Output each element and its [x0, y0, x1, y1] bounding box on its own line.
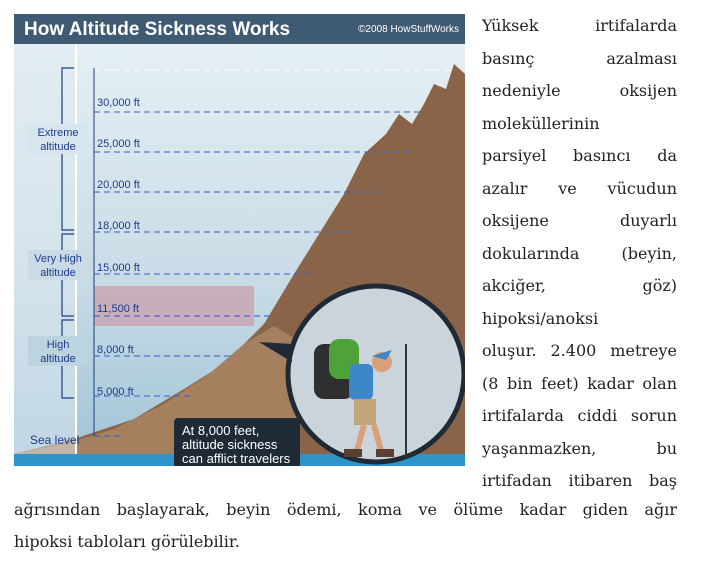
band-extreme-2: altitude [40, 141, 76, 153]
figure-title: How Altitude Sickness Works [24, 19, 291, 40]
paragraph-line: basınç azalması [482, 48, 677, 68]
band-very-high-1: Very High [34, 253, 82, 265]
band-high-1: High [46, 339, 70, 351]
paragraph-line: irtifadan itibaren baş [482, 471, 677, 490]
paragraph-line: ağrısından başlayarak, beyin ödemi, koma ve ölüme kadar giden ağır [14, 500, 677, 519]
paragraph-line: moleküllerinin [482, 113, 600, 133]
alt-20000: 20,000 ft [97, 179, 140, 191]
callout-line-2: altitude sickness [182, 437, 278, 452]
alt-25000: 25,000 ft [97, 138, 140, 150]
alt-8000: 8,000 ft [97, 344, 134, 356]
paragraph-line: (8 bin feet) kadar olan [482, 373, 677, 393]
paragraph-line: irtifalarda ciddi sorun [482, 406, 677, 425]
paragraph-line: nedeniyle oksijen [482, 81, 677, 100]
altitude-diagram [14, 44, 465, 466]
figure-copyright: ©2008 HowStuffWorks [358, 24, 459, 35]
alt-18000: 18,000 ft [97, 220, 140, 232]
article-paragraph-continuation [14, 494, 677, 558]
paragraph-line: oluşur. 2.400 metreye [482, 341, 677, 360]
callout-line-1: At 8,000 feet, [182, 423, 260, 438]
paragraph-line: Yüksek irtifalarda [482, 16, 677, 35]
paragraph-line: hipoksi/anoksi [482, 308, 599, 328]
band-very-high-2: altitude [40, 267, 76, 279]
band-high-2: altitude [40, 353, 76, 365]
alt-11500: 11,500 ft [97, 303, 139, 315]
alt-15000: 15,000 ft [97, 262, 140, 274]
figure-header [14, 14, 465, 44]
sea-level-label: Sea level [30, 433, 80, 447]
article-paragraph [482, 10, 677, 498]
band-extreme-1: Extreme [37, 127, 79, 139]
paragraph-line: parsiyel basıncı da [482, 146, 677, 165]
alt-5000: 5,000 ft [97, 386, 134, 398]
paragraph-line: azalır ve vücudun [482, 178, 677, 198]
altitude-sickness-figure [14, 14, 465, 466]
paragraph-line: yaşanmazken, bu [482, 438, 677, 458]
alt-30000: 30,000 ft [97, 97, 140, 109]
paragraph-line: akciğer, göz) [482, 276, 677, 295]
callout-line-3: can afflict travelers [182, 451, 291, 466]
paragraph-line: oksijene duyarlı [482, 211, 677, 230]
paragraph-line: dokularında (beyin, [482, 243, 677, 263]
paragraph-line: hipoksi tabloları görülebilir. [14, 532, 240, 551]
